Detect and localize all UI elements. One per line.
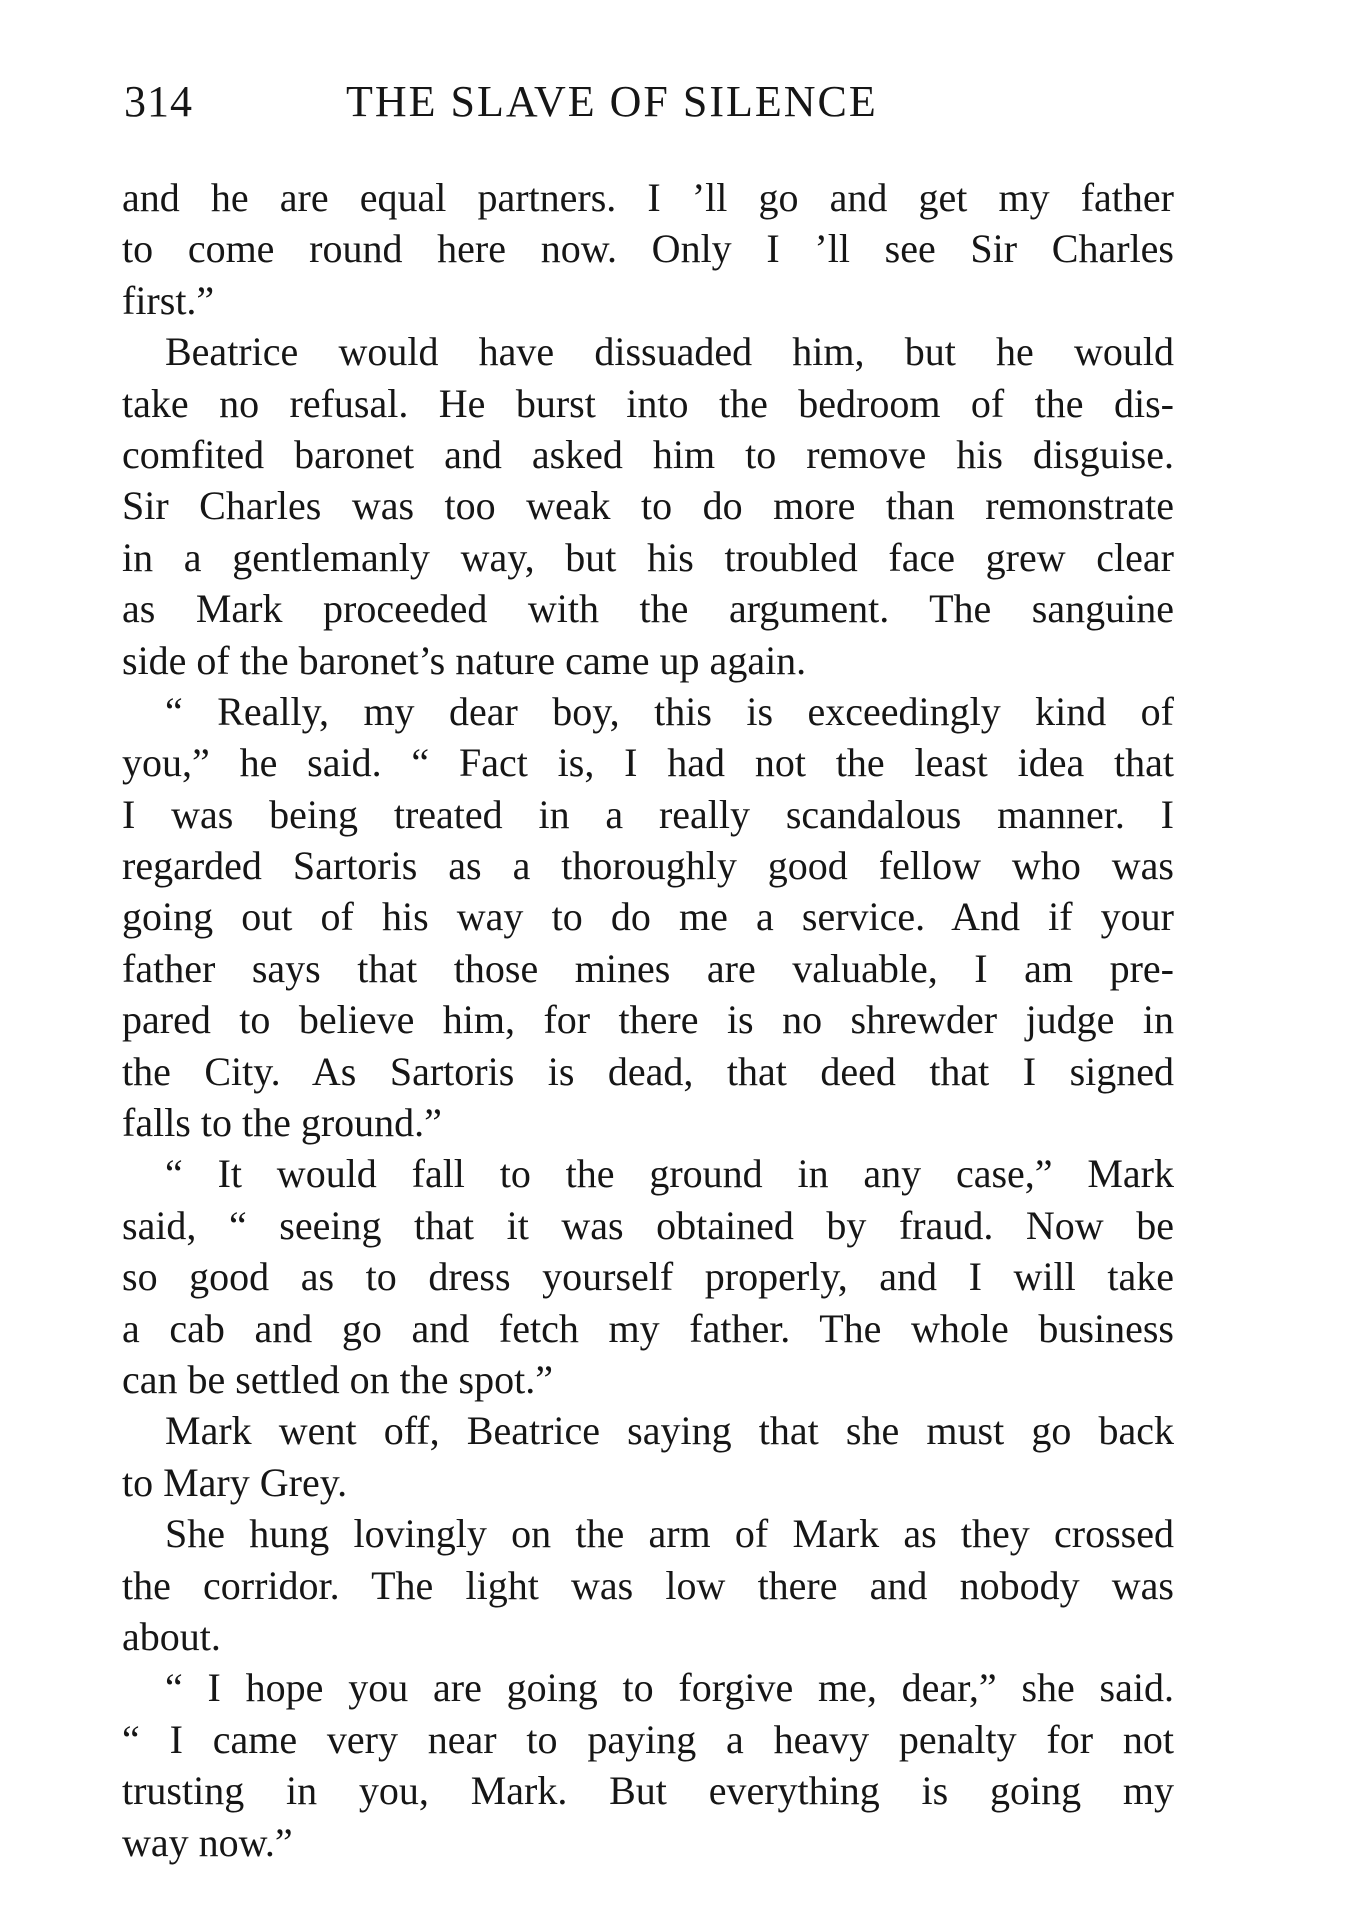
text-line: pared to believe him, for there is no shrewder judge in <box>122 997 1174 1043</box>
page-number: 314 <box>124 77 193 126</box>
text-line: trusting in you, Mark. But everything is going my <box>122 1768 1174 1814</box>
text-line: a cab and go and fetch my father. The whole business <box>122 1305 1174 1351</box>
body-text <box>122 172 1174 1868</box>
text-line: side of the baronet’s nature came up again. <box>122 637 807 683</box>
text-line: falls to the ground.” <box>122 1100 442 1146</box>
running-title: THE SLAVE OF SILENCE <box>346 77 878 126</box>
text-line: said, “ seeing that it was obtained by fraud. Now be <box>122 1202 1174 1248</box>
text-line: and he are equal partners. I ’ll go and get my father <box>122 175 1174 220</box>
text-line: “ Really, my dear boy, this is exceedingly kind of <box>165 688 1174 734</box>
text-line: “ It would fall to the ground in any case,” Mark <box>165 1151 1174 1197</box>
text-line: can be settled on the spot.” <box>122 1356 553 1402</box>
text-line: to Mary Grey. <box>122 1459 348 1505</box>
text-line: father says that those mines are valuable, I am pre- <box>122 945 1174 991</box>
text-line: you,” he said. “ Fact is, I had not the least idea that <box>122 740 1174 786</box>
text-line: to come round here now. Only I ’ll see Sir Charles <box>122 226 1174 272</box>
text-line: going out of his way to do me a service. And if your <box>122 894 1174 940</box>
text-line: “ I hope you are going to forgive me, dear,” she said. <box>165 1665 1174 1711</box>
text-line: take no refusal. He burst into the bedroom of the dis- <box>122 380 1174 426</box>
text-line: the City. As Sartoris is dead, that deed that I signed <box>122 1048 1174 1094</box>
text-line: in a gentlemanly way, but his troubled face grew clear <box>122 534 1174 580</box>
text-line: regarded Sartoris as a thoroughly good fellow who was <box>122 843 1174 889</box>
text-line: about. <box>122 1613 221 1659</box>
text-line: so good as to dress yourself properly, and I will take <box>122 1254 1174 1300</box>
text-line: first.” <box>122 277 215 323</box>
text-line: comfited baronet and asked him to remove his disguise. <box>122 431 1174 477</box>
page-header <box>124 72 1204 132</box>
text-line: way now.” <box>122 1819 293 1865</box>
text-line: as Mark proceeded with the argument. The sanguine <box>122 586 1174 632</box>
text-line: Mark went off, Beatrice saying that she must go back <box>165 1408 1174 1454</box>
text-line: Sir Charles was too weak to do more than remonstrate <box>122 483 1174 529</box>
text-line: “ I came very near to paying a heavy penalty for not <box>122 1716 1174 1762</box>
text-line: I was being treated in a really scandalous manner. I <box>122 791 1174 837</box>
text-line: Beatrice would have dissuaded him, but he would <box>165 329 1174 375</box>
text-line: She hung lovingly on the arm of Mark as they crossed <box>165 1511 1174 1557</box>
text-line: the corridor. The light was low there and nobody was <box>122 1562 1174 1608</box>
